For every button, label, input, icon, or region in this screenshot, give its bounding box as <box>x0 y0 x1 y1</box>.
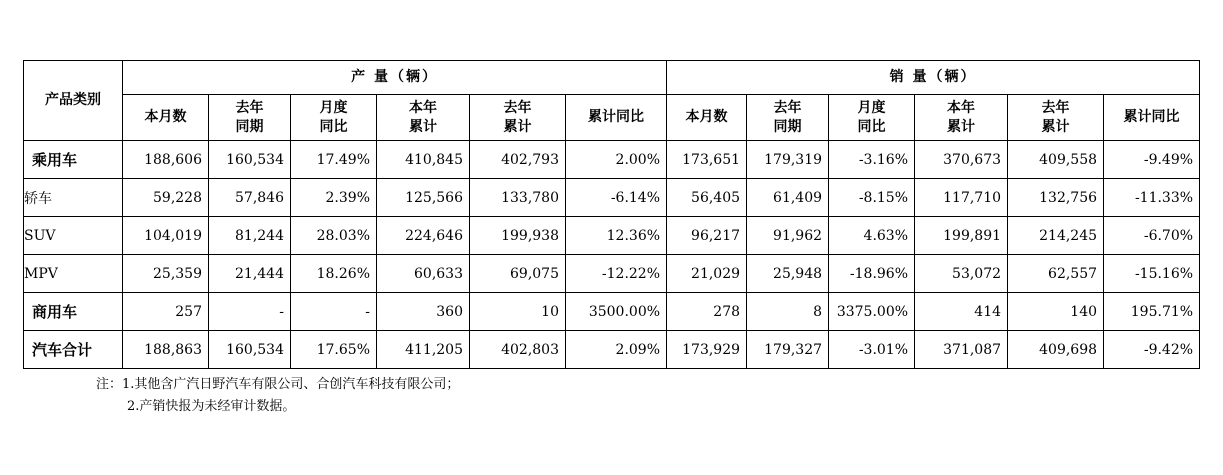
col-header-line: 累计 <box>1041 118 1070 135</box>
production-cell: 125,566 <box>377 179 470 217</box>
col-header-line: 同比 <box>857 118 886 135</box>
production-col-header <box>377 95 470 141</box>
sales-cell: 199,891 <box>915 217 1008 255</box>
production-cell: - <box>209 293 291 331</box>
production-cell: 160,534 <box>209 141 291 179</box>
production-col-header <box>123 95 209 141</box>
col-header-line: 累计 <box>947 118 976 135</box>
row-label: 乘用车 <box>24 141 123 179</box>
sales-cell: 53,072 <box>915 255 1008 293</box>
sales-cell: 8 <box>747 293 829 331</box>
production-cell: -12.22% <box>566 255 667 293</box>
production-cell: 2.00% <box>566 141 667 179</box>
table-row <box>24 331 1200 369</box>
sales-col-header <box>1008 95 1104 141</box>
production-cell: 224,646 <box>377 217 470 255</box>
col-header-line: 本年 <box>947 99 976 116</box>
production-cell: 57,846 <box>209 179 291 217</box>
production-cell: 257 <box>123 293 209 331</box>
col-header-line: 本月数 <box>144 109 187 125</box>
col-header-line: 本月数 <box>685 109 728 125</box>
production-col-header <box>566 95 667 141</box>
sales-cell: -15.16% <box>1104 255 1200 293</box>
production-cell: 28.03% <box>291 217 377 255</box>
production-cell: 25,359 <box>123 255 209 293</box>
sales-cell: -18.96% <box>829 255 915 293</box>
production-cell: 17.65% <box>291 331 377 369</box>
sales-cell: 214,245 <box>1008 217 1104 255</box>
col-header-line: 月度 <box>319 99 348 116</box>
production-cell: 18.26% <box>291 255 377 293</box>
production-cell: 10 <box>470 293 566 331</box>
production-col-header <box>291 95 377 141</box>
sales-cell: 56,405 <box>667 179 747 217</box>
sales-col-header <box>915 95 1008 141</box>
sales-cell: 409,558 <box>1008 141 1104 179</box>
sales-cell: 21,029 <box>667 255 747 293</box>
sales-cell: 173,651 <box>667 141 747 179</box>
col-header-line: 累计同比 <box>588 109 645 125</box>
production-header: 产 量（辆） <box>123 61 667 95</box>
table-row <box>24 179 1200 217</box>
col-header-line: 同期 <box>235 118 264 135</box>
sales-cell: 4.63% <box>829 217 915 255</box>
footnotes <box>96 374 459 418</box>
sales-cell: 25,948 <box>747 255 829 293</box>
production-cell: 81,244 <box>209 217 291 255</box>
sales-cell: 62,557 <box>1008 255 1104 293</box>
sales-cell: -9.49% <box>1104 141 1200 179</box>
col-header-line: 去年 <box>773 99 802 116</box>
sales-col-header <box>667 95 747 141</box>
sales-cell: 371,087 <box>915 331 1008 369</box>
production-cell: 188,863 <box>123 331 209 369</box>
production-cell: 411,205 <box>377 331 470 369</box>
production-cell: 3500.00% <box>566 293 667 331</box>
col-header-line: 本年 <box>409 99 437 116</box>
col-header-line: 累计 <box>409 118 437 135</box>
production-cell: 160,534 <box>209 331 291 369</box>
row-label: SUV <box>24 217 123 255</box>
sales-cell: -11.33% <box>1104 179 1200 217</box>
sales-cell: -3.01% <box>829 331 915 369</box>
sales-cell: 414 <box>915 293 1008 331</box>
sales-cell: 91,962 <box>747 217 829 255</box>
sales-cell: 195.71% <box>1104 293 1200 331</box>
production-cell: - <box>291 293 377 331</box>
production-cell: -6.14% <box>566 179 667 217</box>
sales-cell: 96,217 <box>667 217 747 255</box>
production-col-header <box>470 95 566 141</box>
sales-cell: -3.16% <box>829 141 915 179</box>
row-label: 商用车 <box>24 293 123 331</box>
sales-cell: 370,673 <box>915 141 1008 179</box>
production-cell: 60,633 <box>377 255 470 293</box>
table-row <box>24 217 1200 255</box>
sales-col-header <box>829 95 915 141</box>
sales-cell: 278 <box>667 293 747 331</box>
production-cell: 402,803 <box>470 331 566 369</box>
table-row <box>24 141 1200 179</box>
production-col-header <box>209 95 291 141</box>
production-cell: 360 <box>377 293 470 331</box>
col-header-line: 月度 <box>857 99 886 116</box>
row-label: 汽车合计 <box>24 331 123 369</box>
col-header-line: 累计同比 <box>1123 109 1180 125</box>
sales-header: 销 量（辆） <box>667 61 1200 95</box>
row-label: 轿车 <box>24 179 123 217</box>
col-header-line: 去年 <box>503 99 532 116</box>
sales-cell: 179,319 <box>747 141 829 179</box>
col-header-line: 去年 <box>1041 99 1070 116</box>
row-label: MPV <box>24 255 123 293</box>
sales-col-header <box>1104 95 1200 141</box>
table-row <box>24 293 1200 331</box>
table-row <box>24 255 1200 293</box>
sales-cell: 173,929 <box>667 331 747 369</box>
sales-cell: 409,698 <box>1008 331 1104 369</box>
production-cell: 402,793 <box>470 141 566 179</box>
sales-cell: 132,756 <box>1008 179 1104 217</box>
footnote-2: 2.产销快报为未经审计数据。 <box>127 399 296 414</box>
category-header: 产品类别 <box>24 61 123 141</box>
sales-cell: -8.15% <box>829 179 915 217</box>
sales-cell: 3375.00% <box>829 293 915 331</box>
footnote-1: 注：1.其他含广汽日野汽车有限公司、合创汽车科技有限公司； <box>96 377 460 392</box>
production-cell: 104,019 <box>123 217 209 255</box>
sales-cell: 179,327 <box>747 331 829 369</box>
col-header-line: 同比 <box>319 118 348 135</box>
production-cell: 2.09% <box>566 331 667 369</box>
col-header-line: 同期 <box>773 118 802 135</box>
production-cell: 59,228 <box>123 179 209 217</box>
production-cell: 69,075 <box>470 255 566 293</box>
production-cell: 12.36% <box>566 217 667 255</box>
production-cell: 17.49% <box>291 141 377 179</box>
col-header-line: 去年 <box>235 99 264 116</box>
production-sales-table <box>23 60 1200 369</box>
sales-cell: 117,710 <box>915 179 1008 217</box>
production-cell: 188,606 <box>123 141 209 179</box>
sales-cell: 61,409 <box>747 179 829 217</box>
production-cell: 21,444 <box>209 255 291 293</box>
sales-cell: 140 <box>1008 293 1104 331</box>
production-cell: 410,845 <box>377 141 470 179</box>
sales-cell: -9.42% <box>1104 331 1200 369</box>
production-cell: 133,780 <box>470 179 566 217</box>
production-cell: 199,938 <box>470 217 566 255</box>
production-cell: 2.39% <box>291 179 377 217</box>
col-header-line: 累计 <box>503 118 532 135</box>
sales-cell: -6.70% <box>1104 217 1200 255</box>
sales-col-header <box>747 95 829 141</box>
